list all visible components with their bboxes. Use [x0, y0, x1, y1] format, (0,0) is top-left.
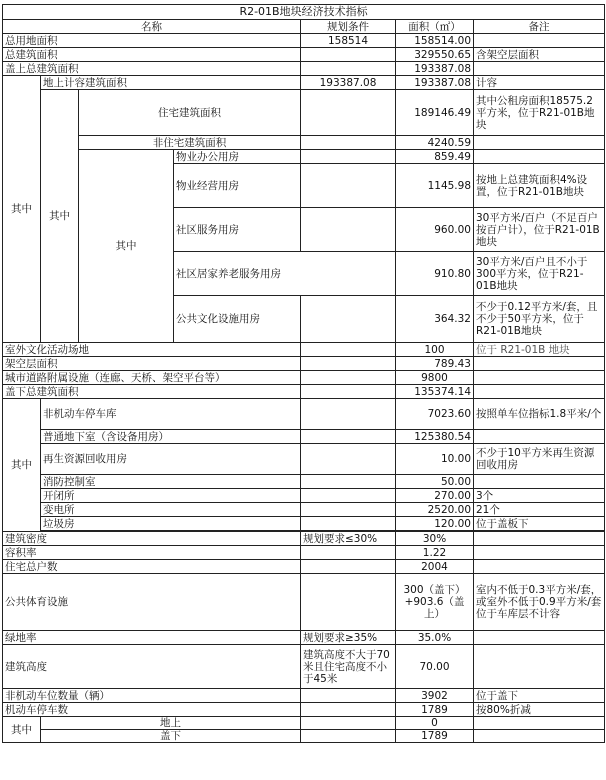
row-note: 不少于0.12平方米/套，且不少于50平方米，位于R21-01B地块 [474, 296, 605, 343]
row-area: 2004 [396, 560, 474, 574]
qizhong-label: 其中 [3, 717, 41, 743]
row-cond: 193387.08 [301, 76, 396, 90]
row-name: 公共体育设施 [3, 574, 301, 631]
row-cond [301, 208, 396, 252]
row-note [474, 560, 605, 574]
row-cond [301, 296, 396, 343]
row-area: 193387.08 [396, 76, 474, 90]
row-name: 社区服务用房 [174, 208, 301, 252]
row-note [474, 645, 605, 689]
row-name: 变电所 [41, 503, 301, 517]
row-name: 地上 [41, 717, 301, 730]
row-area: 125380.54 [396, 430, 474, 444]
table-row [3, 560, 605, 574]
row-area: 3902 [396, 689, 474, 703]
row-name: 物业办公用房 [174, 150, 301, 164]
row-name: 住宅建筑面积 [79, 90, 301, 136]
row-name: 总建筑面积 [3, 48, 301, 62]
table-row [3, 34, 605, 48]
row-note: 按地上总建筑面积4%设置，位于R21-01B地块 [474, 164, 605, 208]
row-name: 总用地面积 [3, 34, 301, 48]
row-area: 10.00 [396, 444, 474, 475]
row-note: 不少于10平方米再生资源回收用房 [474, 444, 605, 475]
row-note: 30平方米/百户且不小于300平方米，位于R21-01B地块 [474, 252, 605, 296]
row-area: 193387.08 [396, 62, 474, 76]
row-name: 非住宅建筑面积 [79, 136, 301, 150]
header-name: 名称 [3, 20, 301, 34]
row-cond [301, 62, 396, 76]
table-row [3, 76, 605, 90]
table-row [3, 631, 605, 645]
row-name: 地上计容建筑面积 [41, 76, 301, 90]
row-name: 公共文化设施用房 [174, 296, 301, 343]
row-note: 位于盖下 [474, 689, 605, 703]
row-note [474, 150, 605, 164]
row-area: 30% [396, 532, 474, 546]
table-row [3, 343, 605, 357]
header-condition: 规划条件 [301, 20, 396, 34]
row-note: 按照单车位指标1.8平米/个 [474, 399, 605, 430]
header-row [3, 20, 605, 34]
row-name: 绿地率 [3, 631, 301, 645]
row-area: 189146.49 [396, 90, 474, 136]
row-area: 270.00 [396, 489, 474, 503]
row-cond [301, 503, 396, 517]
row-note [474, 475, 605, 489]
row-note [474, 385, 605, 399]
row-name: 非机动车位数量（辆） [3, 689, 301, 703]
row-cond [301, 560, 396, 574]
row-name: 建筑密度 [3, 532, 301, 546]
table-row [3, 730, 605, 743]
qizhong-label: 其中 [41, 90, 79, 343]
row-note [474, 532, 605, 546]
row-note: 位于 R21-01B 地块 [474, 343, 605, 357]
row-note [474, 136, 605, 150]
row-name: 再生资源回收用房 [41, 444, 301, 475]
qizhong-label: 其中 [3, 76, 41, 343]
row-note [474, 730, 605, 743]
row-name: 容积率 [3, 546, 301, 560]
row-cond [301, 48, 396, 62]
table-row [3, 62, 605, 76]
row-name: 社区居家养老服务用房 [174, 252, 396, 296]
table-row [3, 503, 605, 517]
row-cond [301, 385, 396, 399]
table-row [3, 645, 605, 689]
row-cond: 158514 [301, 34, 396, 48]
row-name: 消防控制室 [41, 475, 301, 489]
row-note [474, 357, 605, 371]
row-cond [301, 475, 396, 489]
row-cond [301, 399, 396, 430]
row-note [474, 62, 605, 76]
qizhong-label: 其中 [3, 399, 41, 532]
title-row [3, 5, 605, 20]
table-row [3, 444, 605, 475]
row-note: 按80%折减 [474, 703, 605, 717]
table-row [3, 475, 605, 489]
row-cond: 规划要求≤30% [301, 532, 396, 546]
row-area: 329550.65 [396, 48, 474, 62]
table-row [3, 546, 605, 560]
row-cond [301, 371, 396, 385]
row-area: 9800 [396, 371, 474, 385]
table-title: R2-01B地块经济技术指标 [3, 5, 605, 20]
row-name: 盖下 [41, 730, 301, 743]
row-area: 1.22 [396, 546, 474, 560]
row-area: 300（盖下）+903.6（盖上） [396, 574, 474, 631]
row-area: 4240.59 [396, 136, 474, 150]
table-row [3, 717, 605, 730]
row-name: 普通地下室（含设备用房） [41, 430, 301, 444]
row-cond [301, 703, 396, 717]
table-row [3, 517, 605, 531]
row-area: 789.43 [396, 357, 474, 371]
row-area: 7023.60 [396, 399, 474, 430]
row-note [474, 34, 605, 48]
row-note [474, 430, 605, 444]
row-area: 158514.00 [396, 34, 474, 48]
table-row [3, 90, 605, 136]
table-row [3, 574, 605, 631]
row-cond [301, 150, 396, 164]
row-area: 70.00 [396, 645, 474, 689]
table-row [3, 136, 605, 150]
row-area: 35.0% [396, 631, 474, 645]
row-cond [301, 717, 396, 730]
qizhong-label: 其中 [79, 150, 174, 343]
row-cond: 规划要求≥35% [301, 631, 396, 645]
table-row [3, 399, 605, 430]
row-name: 物业经营用房 [174, 164, 301, 208]
row-area: 100 [396, 343, 474, 357]
row-note: 计容 [474, 76, 605, 90]
row-cond: 建筑高度不大于70米且住宅高度不小于45米 [301, 645, 396, 689]
table-row [3, 371, 605, 385]
row-area: 2520.00 [396, 503, 474, 517]
row-area: 1789 [396, 730, 474, 743]
row-cond [301, 430, 396, 444]
row-area: 960.00 [396, 208, 474, 252]
row-cond [301, 517, 396, 531]
row-area: 0 [396, 717, 474, 730]
table-row [3, 489, 605, 503]
row-note: 含架空层面积 [474, 48, 605, 62]
row-cond [301, 489, 396, 503]
row-note: 其中公租房面积18575.2平方米，位于R21-01B地块 [474, 90, 605, 136]
row-note: 3个 [474, 489, 605, 503]
row-note: 30平方米/百户（不足百户按百户计），位于R21-01B地块 [474, 208, 605, 252]
row-note [474, 717, 605, 730]
row-note: 21个 [474, 503, 605, 517]
table-row [3, 703, 605, 717]
table-row [3, 48, 605, 62]
row-area: 120.00 [396, 517, 474, 531]
row-cond [301, 546, 396, 560]
row-name: 架空层面积 [3, 357, 301, 371]
indicator-table [2, 4, 605, 743]
row-note: 位于盖板下 [474, 517, 605, 531]
row-note: 室内不低于0.3平方米/套，或室外不低于0.9平方米/套位于车库层不计容 [474, 574, 605, 631]
row-area: 859.49 [396, 150, 474, 164]
row-name: 盖下总建筑面积 [3, 385, 301, 399]
row-cond [301, 357, 396, 371]
row-note [474, 546, 605, 560]
table-row [3, 689, 605, 703]
table-row [3, 385, 605, 399]
row-cond [301, 136, 396, 150]
row-cond [301, 90, 396, 136]
row-name: 盖上总建筑面积 [3, 62, 301, 76]
row-area: 364.32 [396, 296, 474, 343]
row-name: 城市道路附属设施（连廊、天桥、架空平台等） [3, 371, 301, 385]
header-note: 备注 [474, 20, 605, 34]
row-area: 50.00 [396, 475, 474, 489]
row-area: 910.80 [396, 252, 474, 296]
row-area: 1145.98 [396, 164, 474, 208]
row-cond [301, 730, 396, 743]
row-name: 建筑高度 [3, 645, 301, 689]
row-area: 135374.14 [396, 385, 474, 399]
row-name: 住宅总户数 [3, 560, 301, 574]
row-note [474, 371, 605, 385]
row-name: 机动车停车数 [3, 703, 301, 717]
row-cond [301, 343, 396, 357]
row-name: 开闭所 [41, 489, 301, 503]
row-cond [301, 574, 396, 631]
row-cond [301, 444, 396, 475]
row-note [474, 631, 605, 645]
row-cond [301, 689, 396, 703]
table-row [3, 430, 605, 444]
table-row [3, 357, 605, 371]
row-cond [301, 164, 396, 208]
row-area: 1789 [396, 703, 474, 717]
header-area: 面积（㎡） [396, 20, 474, 34]
row-name: 非机动车停车库 [41, 399, 301, 430]
row-name: 垃圾房 [41, 517, 301, 531]
table-row [3, 532, 605, 546]
table-row [3, 150, 605, 164]
row-name: 室外文化活动场地 [3, 343, 301, 357]
